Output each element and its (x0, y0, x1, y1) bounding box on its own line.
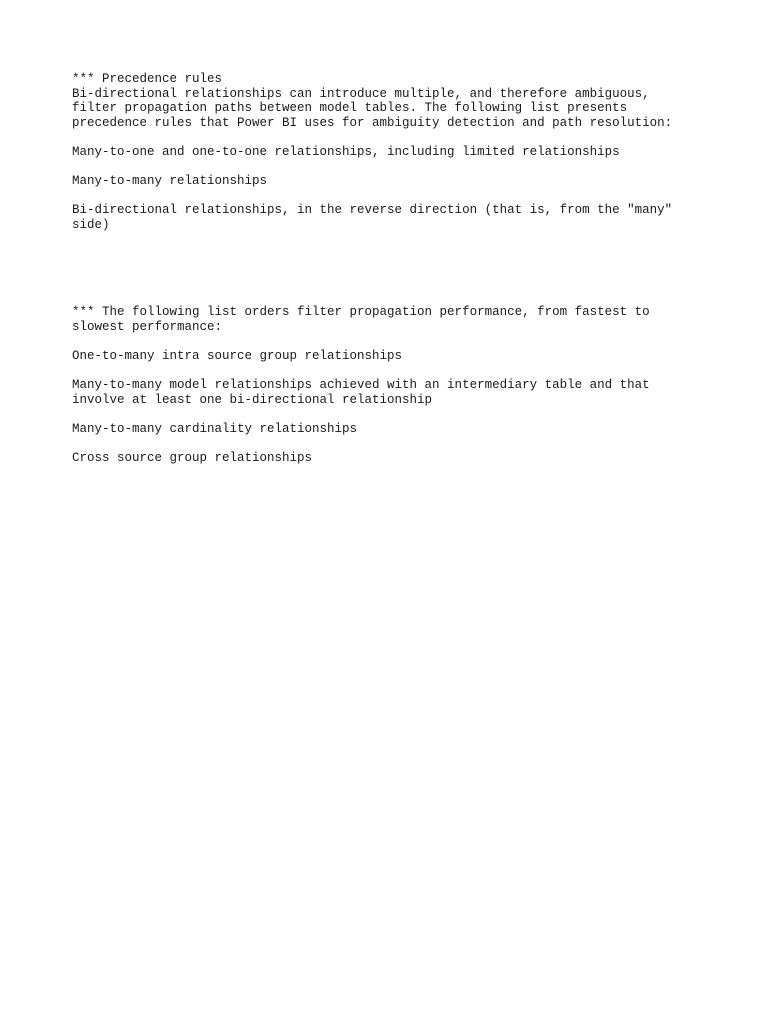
list-item-text: One-to-many intra source group relationships (72, 348, 403, 363)
list-item-text: Bi-directional relationships, in the reverse direction (that is, from the "many" (72, 203, 673, 218)
section-spacer (72, 247, 696, 305)
intro-line: Bi-directional relationships can introduce multiple, and therefore ambiguous, (72, 86, 650, 101)
list-item (72, 174, 696, 189)
list-item-text: Many-to-many model relationships achieved with an intermediary table and that (72, 378, 650, 393)
list-item-text: Many-to-many cardinality relationships (72, 421, 358, 436)
list-item-text: side) (72, 217, 110, 232)
section-heading: *** The following list orders filter propagation performance, from fastest to (72, 305, 650, 320)
section-heading: *** Precedence rules (72, 72, 223, 86)
list-item-text: involve at least one bi-directional relationship (72, 392, 433, 407)
list-item-text: Many-to-many relationships (72, 174, 268, 189)
section-performance-intro (72, 305, 696, 334)
section-precedence-intro (72, 72, 696, 130)
list-item-text: Cross source group relationships (72, 451, 313, 466)
list-item (72, 203, 696, 232)
intro-line: filter propagation paths between model tables. The following list presents (72, 101, 628, 116)
list-item (72, 422, 696, 437)
list-item (72, 349, 696, 364)
list-item (72, 451, 696, 466)
list-item (72, 145, 696, 160)
list-item-text: Many-to-one and one-to-one relationships, including limited relationships (72, 144, 620, 159)
intro-line: precedence rules that Power BI uses for ambiguity detection and path resolution: (72, 115, 673, 130)
section-heading: slowest performance: (72, 319, 223, 334)
document-page (72, 72, 696, 480)
list-item (72, 378, 696, 407)
